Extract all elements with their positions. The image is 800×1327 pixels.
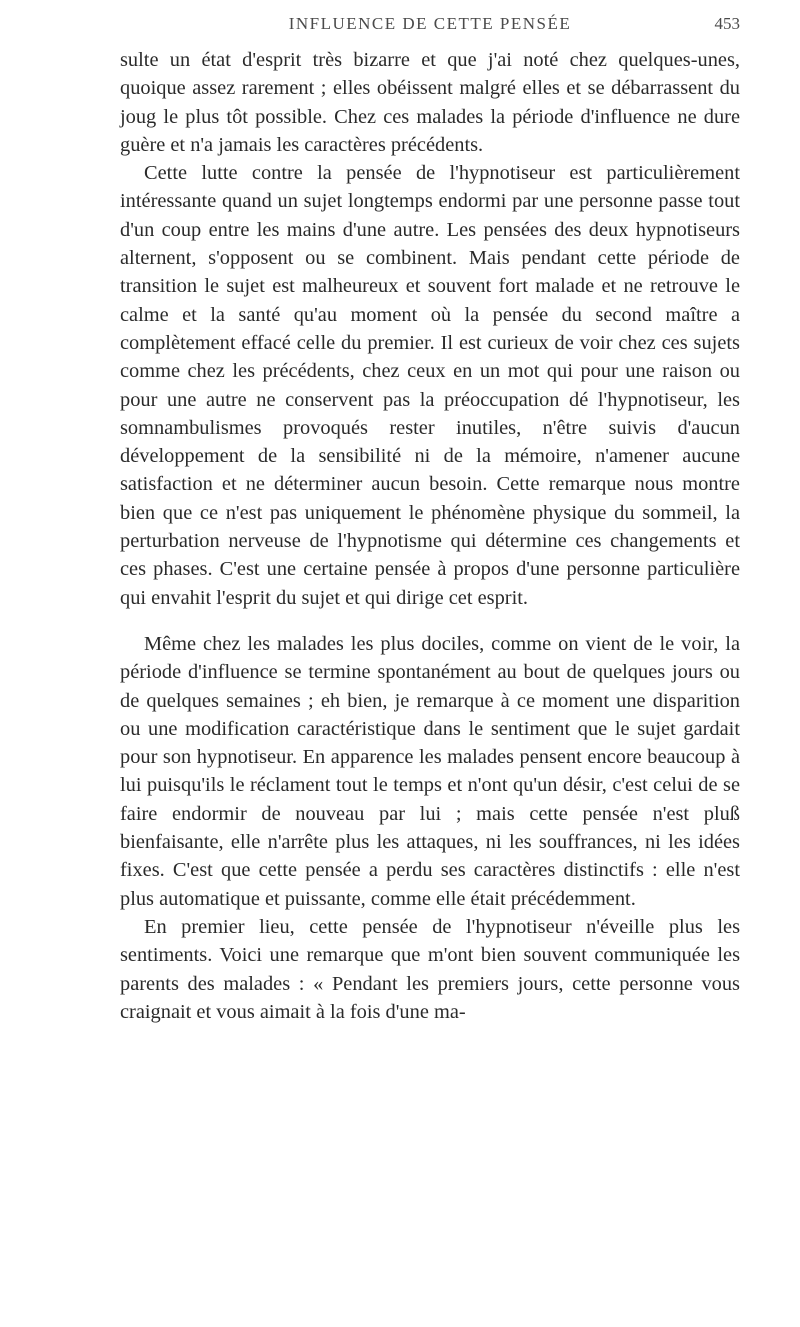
- paragraph-3: Même chez les malades les plus dociles, comme on vient de le voir, la période d'influence se termine spontanément au bout de quelques jours ou de quelques semaines ; eh bien, je remarque à ce moment une disparition ou une modification caractéristique dans le sentiment que le sujet gardait pour son hypnotiseur. En apparence les malades pensent encore beaucoup à lui puisqu'ils le réclament tout le temps et n'ont qu'un désir, c'est celui de se faire endormir de nouveau par lui ; mais cette pensée n'est pluß bienfaisante, elle n'arrête plus les attaques, ni les souffrances, ni les idées fixes. C'est que cette pensée a perdu ses caractères distinctifs : elle n'est plus automatique et puissante, comme elle était précédemment.: [120, 632, 740, 910]
- page-header: [120, 14, 740, 42]
- running-title: INFLUENCE DE CETTE PENSÉE: [288, 14, 572, 33]
- body-text: [120, 46, 740, 1026]
- paragraph-2: Cette lutte contre la pensée de l'hypnotiseur est particulièrement intéressante quand un sujet longtemps endormi par une personne passe tout d'un coup entre les mains d'une autre. Les pensées des deux hypnotiseurs alternent, s'opposent ou se combinent. Mais pendant cette période de transition le sujet est malheureux et souvent fort malade et ne retrouve le calme et la santé qu'au moment où la pensée du second maître a complètement effacé celle du premier. Il est curieux de voir chez ces sujets comme chez les précédents, chez ceux en un mot qui pour une raison ou pour une autre ne conservent pas la préoccupation dé l'hypnotiseur, les somnambulismes provoqués rester inutiles, n'être suivis d'aucun développement de la sensibilité ni de la mémoire, n'amener aucune satisfaction et ne déterminer aucun besoin. Cette remarque nous montre bien que ce n'est pas uniquement le phénomène physique du sommeil, la perturbation nerveuse de l'hypnotisme qui détermine ces changements et ces phases. C'est une certaine pensée à propos d'une personne particulière qui envahit l'esprit du sujet et qui dirige cet esprit.: [120, 162, 740, 609]
- paragraph-4: En premier lieu, cette pensée de l'hypnotiseur n'éveille plus les sentiments. Voici une remarque que m'ont bien souvent communiquée les parents des malades : « Pendant les premiers jours, cette personne vous craignait et vous aimait à la fois d'une ma-: [120, 915, 740, 1023]
- page-number: 453: [714, 14, 740, 33]
- paragraph-1: sulte un état d'esprit très bizarre et que j'ai noté chez quelques-unes, quoique assez rarement ; elles obéissent malgré elles et se débarrassent du joug le plus tôt possible. Chez ces malades la période d'influence ne dure guère et n'a jamais les caractères précédents.: [120, 49, 740, 156]
